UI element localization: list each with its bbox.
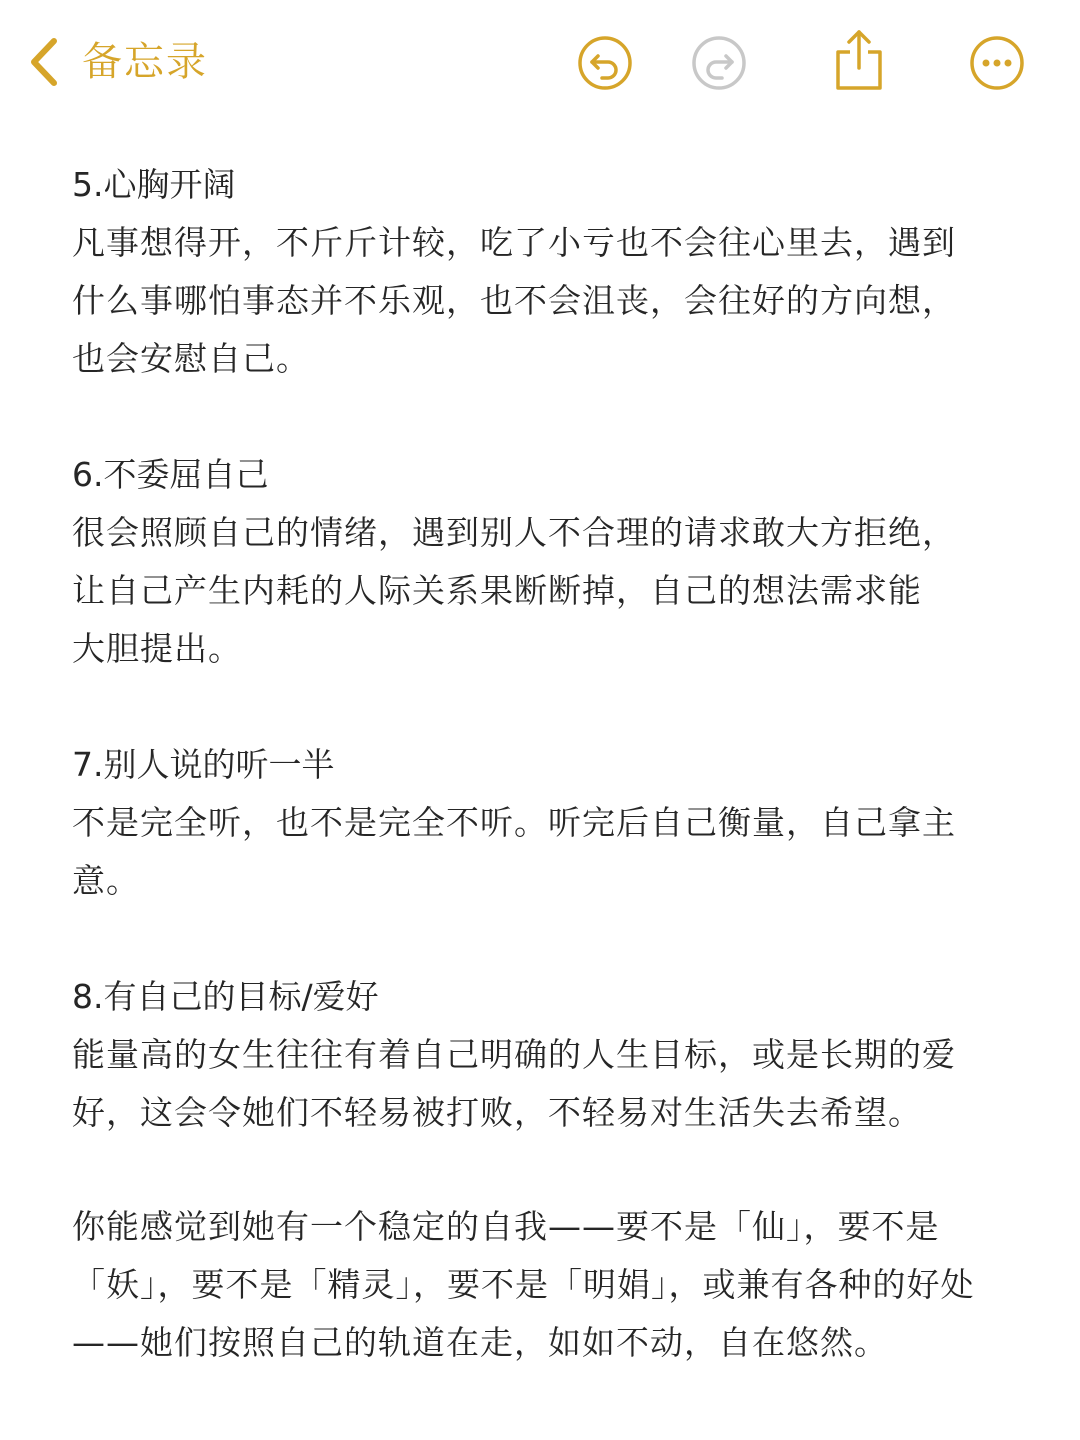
paragraph-line: 你能感觉到她有一个稳定的自我——要不是「仙」，要不是 <box>72 1207 940 1246</box>
note-section <box>72 968 1012 1142</box>
section-heading: 5.心胸开阔 <box>72 165 236 204</box>
undo-button[interactable] <box>576 34 634 92</box>
paragraph-line: 什么事哪怕事态并不乐观，也不会沮丧，会往好的方向想， <box>72 281 956 320</box>
paragraph-line: 「妖」，要不是「精灵」，要不是「明娟」，或兼有各种的好处 <box>72 1265 975 1304</box>
chevron-left-icon <box>26 37 60 87</box>
blank-line <box>72 1142 1012 1198</box>
paragraph-line: 能量高的女生往往有着自己明确的人生目标，或是长期的爱 <box>72 1035 956 1074</box>
paragraph-line: 意。 <box>72 861 140 900</box>
note-section <box>72 736 1012 910</box>
note-section <box>72 446 1012 678</box>
back-label: 备忘录 <box>82 39 208 85</box>
paragraph-line: ——她们按照自己的轨道在走，如如不动，自在悠然。 <box>72 1323 888 1362</box>
blank-line <box>72 388 1012 446</box>
paragraph-line: 凡事想得开，不斤斤计较，吃了小亏也不会往心里去，遇到 <box>72 223 956 262</box>
section-heading: 6.不委屈自己 <box>72 455 269 494</box>
paragraph-line: 也会安慰自己。 <box>72 339 310 378</box>
navigation-bar <box>0 0 1080 130</box>
blank-line <box>72 678 1012 736</box>
section-heading: 8.有自己的目标/爱好 <box>72 977 379 1016</box>
redo-icon <box>690 34 748 92</box>
back-button[interactable] <box>26 30 208 94</box>
share-icon <box>830 28 888 92</box>
note-section <box>72 156 1012 388</box>
paragraph-line: 不是完全听，也不是完全不听。听完后自己衡量，自己拿主 <box>72 803 956 842</box>
paragraph-line: 让自己产生内耗的人际关系果断断掉，自己的想法需求能 <box>72 571 922 610</box>
paragraph-line: 大胆提出。 <box>72 629 242 668</box>
paragraph-line: 很会照顾自己的情绪，遇到别人不合理的请求敢大方拒绝， <box>72 513 956 552</box>
share-button[interactable] <box>830 28 888 92</box>
more-icon <box>968 34 1026 92</box>
closing-paragraph <box>72 1198 1012 1372</box>
section-heading: 7.别人说的听一半 <box>72 745 335 784</box>
paragraph-line: 好，这会令她们不轻易被打败，不轻易对生活失去希望。 <box>72 1093 922 1132</box>
redo-button[interactable] <box>690 34 748 92</box>
note-body[interactable] <box>72 156 1012 1372</box>
undo-icon <box>576 34 634 92</box>
more-button[interactable] <box>968 34 1026 92</box>
blank-line <box>72 910 1012 968</box>
